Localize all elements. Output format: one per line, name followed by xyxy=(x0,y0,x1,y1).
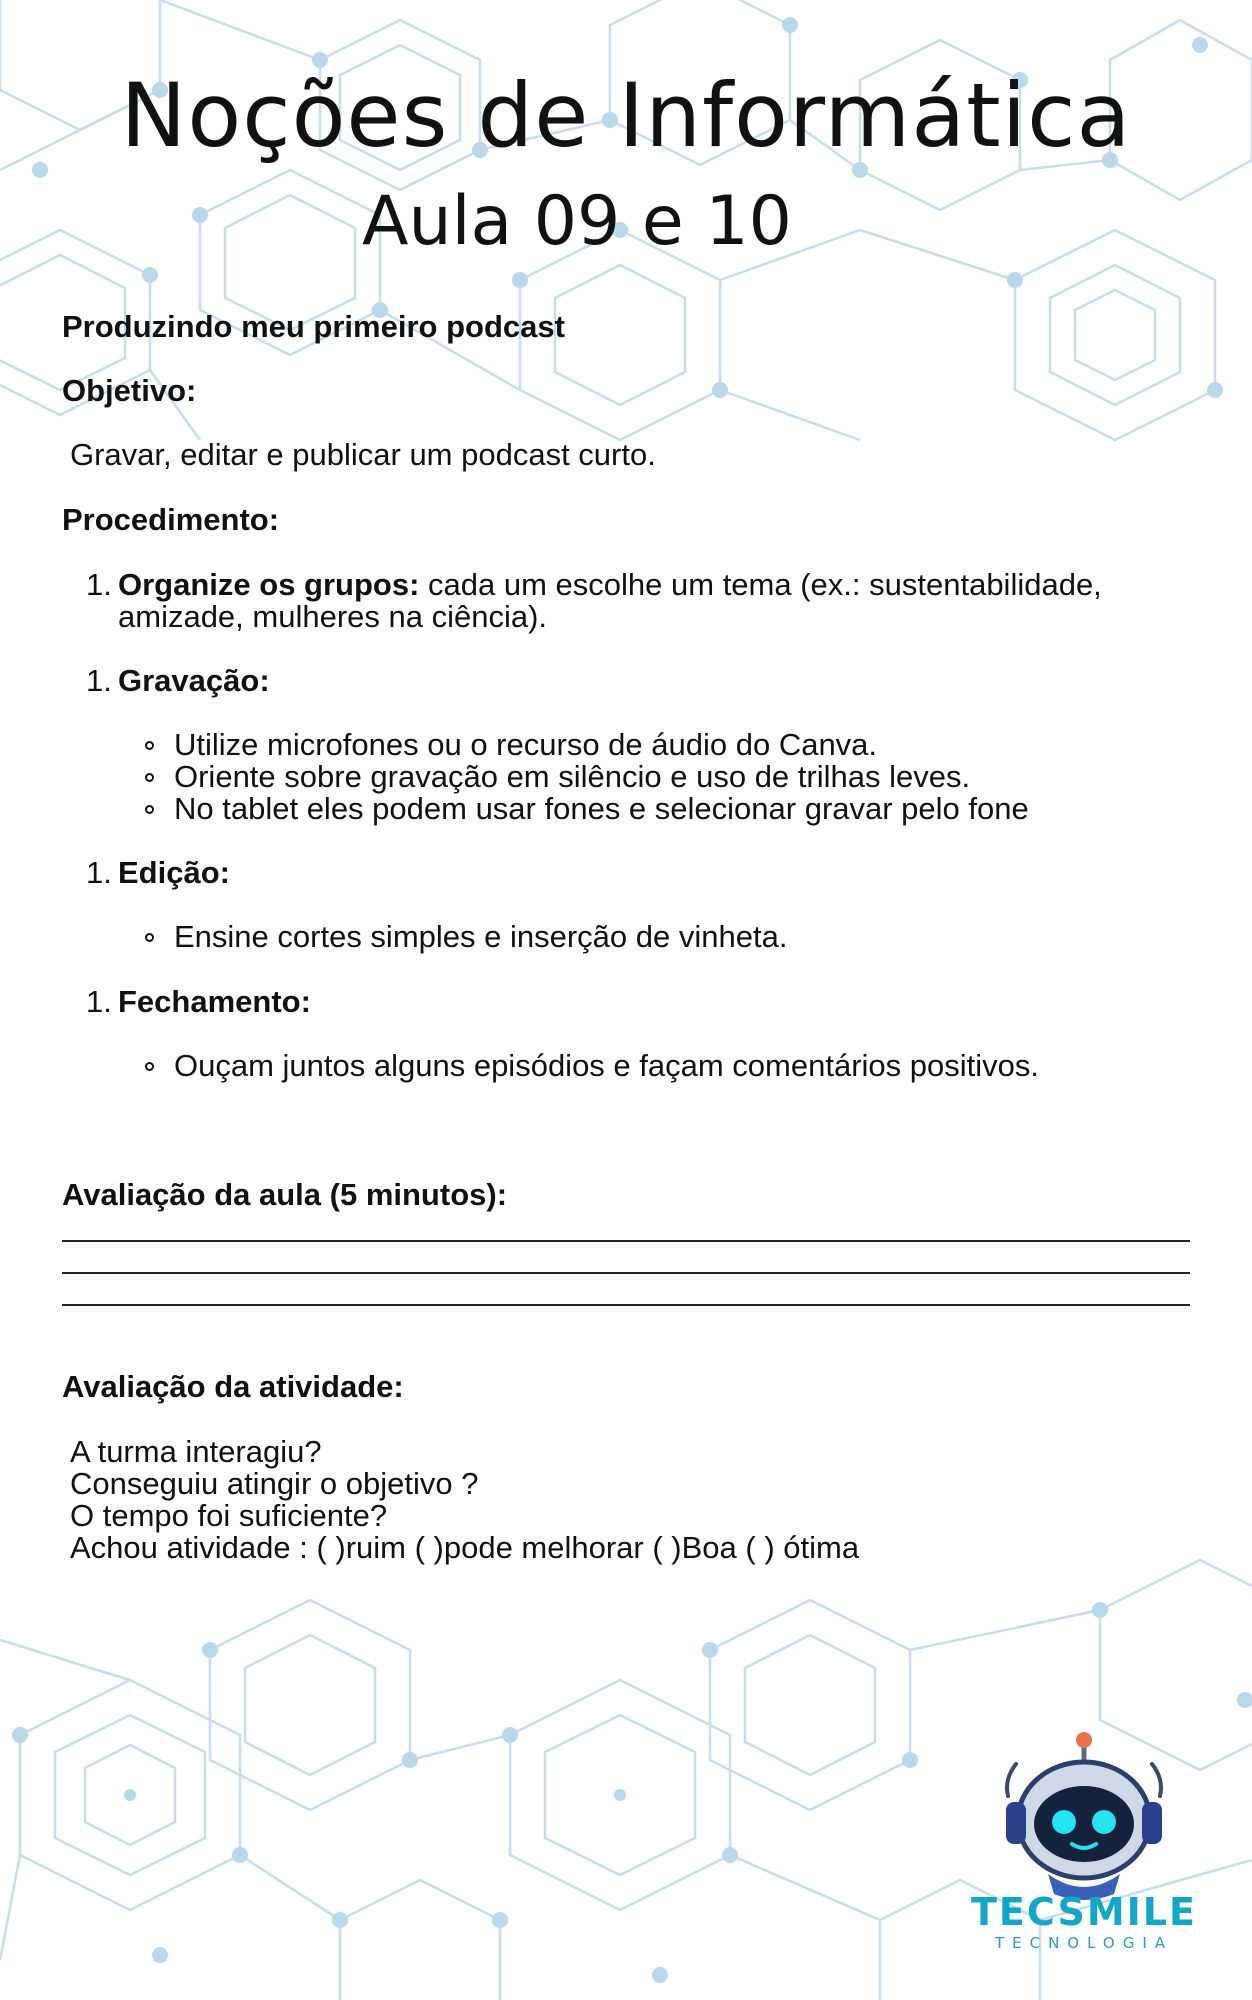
answer-line xyxy=(62,1240,1190,1242)
step-title: Gravação: xyxy=(118,663,270,698)
page-title: Noções de Informática xyxy=(120,64,1132,167)
list-item: Ouçam juntos alguns episódios e façam comentários positivos. xyxy=(174,1048,1039,1083)
list-item: Oriente sobre gravação em silêncio e uso de trilhas leves. xyxy=(174,759,971,794)
step-number: 1. xyxy=(86,567,112,602)
step-title: Edição: xyxy=(118,855,230,890)
class-evaluation-label: Avaliação da aula (5 minutos): xyxy=(62,1177,508,1212)
step-title: Organize os grupos: xyxy=(118,567,420,602)
answer-line xyxy=(62,1304,1190,1306)
answer-line xyxy=(62,1272,1190,1274)
procedure-label: Procedimento: xyxy=(62,502,280,537)
step-number: 1. xyxy=(86,984,112,1019)
bullet-icon xyxy=(145,773,154,782)
list-item: Ensine cortes simples e inserção de vinheta. xyxy=(174,919,788,954)
list-item: Utilize microfones ou o recurso de áudio do Canva. xyxy=(174,727,878,762)
step-organize-line1 xyxy=(118,568,1102,602)
page-subtitle: Aula 09 e 10 xyxy=(362,182,792,261)
step-title: Fechamento: xyxy=(118,984,311,1019)
objective-label: Objetivo: xyxy=(62,373,197,408)
evaluation-question: Achou atividade : ( )ruim ( )pode melhorar ( )Boa ( ) ótima xyxy=(70,1530,860,1565)
evaluation-question: Conseguiu atingir o objetivo ? xyxy=(70,1466,479,1501)
lesson-heading: Produzindo meu primeiro podcast xyxy=(62,309,565,344)
bullet-icon xyxy=(145,805,154,814)
step-number: 1. xyxy=(86,855,112,890)
evaluation-question: O tempo foi suficiente? xyxy=(70,1498,388,1533)
logo-name: TECSMILE xyxy=(971,1890,1197,1934)
logo-tagline: TECNOLOGIA xyxy=(994,1934,1174,1952)
step-organize-line2: amizade, mulheres na ciência). xyxy=(118,599,548,634)
step-number: 1. xyxy=(86,663,112,698)
activity-evaluation-label: Avaliação da atividade: xyxy=(62,1369,404,1404)
bullet-icon xyxy=(145,741,154,750)
evaluation-question: A turma interagiu? xyxy=(70,1434,322,1469)
objective-text: Gravar, editar e publicar um podcast curto. xyxy=(70,437,656,472)
list-item: No tablet eles podem usar fones e selecionar gravar pelo fone xyxy=(174,791,1029,826)
bullet-icon xyxy=(145,1062,154,1071)
step-text: cada um escolhe um tema (ex.: sustentabilidade, xyxy=(428,567,1102,602)
bullet-icon xyxy=(145,933,154,942)
